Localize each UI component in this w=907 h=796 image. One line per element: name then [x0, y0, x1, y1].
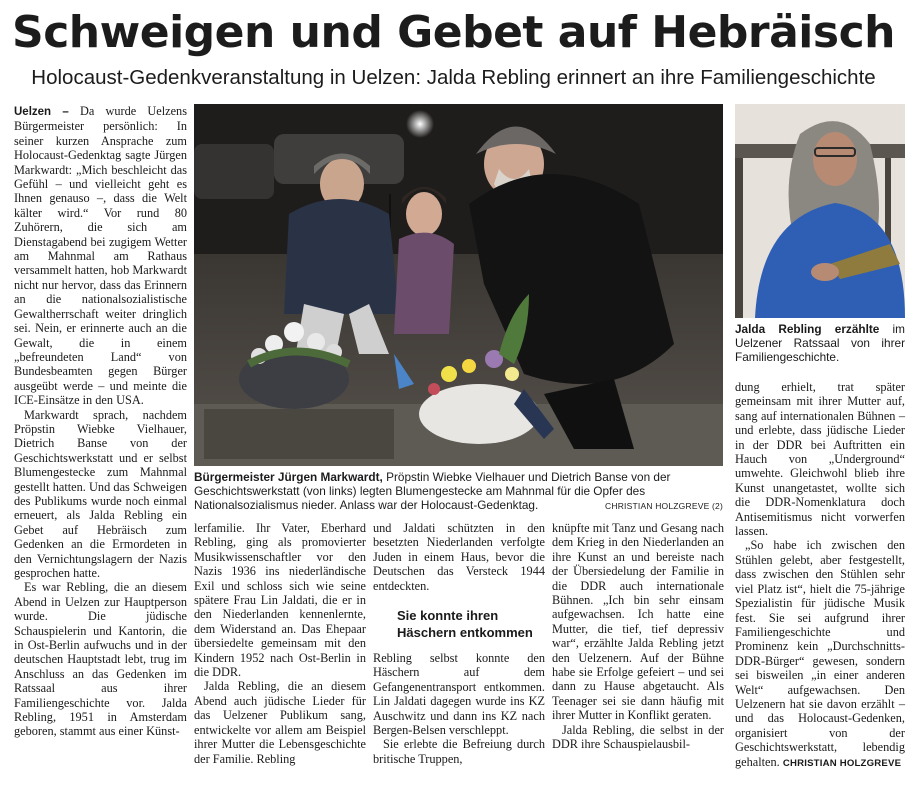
photo-jalda-rebling: [735, 104, 905, 318]
interheadline: Sie konnte ihren Häschern entkommen: [397, 608, 533, 641]
article-column-1: [14, 104, 187, 739]
paragraph: Es war Rebling, die an diesem Abend in Uelzen zur Hauptperson wurde. Die jüdische Schauspielerin und Kantorin, die in Ost-Berlin aufwuchs und in der deutschen Hauptstadt lebt, trug im Anschluss an das Gedenken im Ratssaal aus ihrer Familiengeschichte vor. Jalda Rebling, 1951 in Amsterdam geboren, stammt aus einer Künst-: [14, 580, 187, 739]
paragraph: dung erhielt, trat später gemeinsam mit ihrer Mutter auf, sang auf internationalen Bühnen – und erlebte, dass jüdische Lieder in der DDR bei Auftritten ein Hauch von „Underground“ umwehte. Gleichwohl blieb ihre Kunst unangetastet, wollte sich die DDR-Nomenklatura doch Antisemitismus nicht vorwerfen lassen.: [735, 380, 905, 539]
paragraph: Da wurde Uelzens Bürgermeister persönlich: In seiner kurzen Ansprache zum Holocaust-Gedenktag sagte Jürgen Markwardt: „Mich beschleicht das Gefühl – und vielleicht geht es Ihnen genauso –, dass die Welt kälter wird.“ Vor rund 80 Zuhörern, die sich am Dienstagabend bei zugigem Wetter am Mahnmal am Rathaus versammelt hatten, hob Markwardt nicht nur hervor, dass das Erinnern an die nationalsozialistische Gewaltherrschaft weiter dringlich sei. Nein, er erinnerte auch an die Gewalt, die in einem „befreundeten Land“ von Bundesbeamten gegen Bürger ausgeübt werde – und meinte die ICE-Einsätze in den USA.: [14, 104, 187, 408]
article-column-4: [552, 521, 724, 752]
caption-bold: Bürgermeister Jürgen Markwardt,: [194, 470, 383, 484]
paragraph: Sie erlebte die Befreiung durch britische Truppen,: [373, 737, 545, 766]
photo-wreath-laying: [194, 104, 723, 466]
side-photo-caption: [735, 322, 905, 364]
headline: Schweigen und Gebet auf Hebräisch: [12, 7, 895, 58]
paragraph: Markwardt sprach, nachdem Pröpstin Wiebke Vielhauer, Dietrich Banse von der Geschichtswerkstatt und er selbst Blumengestecke zum Mahnmal gestellt hatten. Und das Schweigen des Publikums wurde noch einmal erneuert, als Jalda Rebling ein Gebet auf Hebräisch zum Gedenken an die Ermordeten in den Vernichtungslagern der Nazis gesprochen hatte.: [14, 407, 187, 580]
paragraph: Rebling selbst konnte den Häschern auf dem Gefangenentransport entkommen. Lin Jaldati dagegen wurde ins KZ Auschwitz und dann ins KZ nach Bergen-Belsen verschleppt.: [373, 651, 545, 738]
article-column-3: [373, 521, 545, 766]
paragraph: Jalda Rebling, die an diesem Abend auch jüdische Lieder für das Uelzener Publikum sang, entwickelte vor allem am Beispiel ihrer Mutter die Lebensgeschichte der Familie. Rebling: [194, 679, 366, 766]
main-photo-caption: [194, 470, 723, 513]
paragraph: Jalda Rebling, die selbst in der DDR ihre Schauspielausbil-: [552, 722, 724, 752]
caption-bold: Jalda Rebling erzählte: [735, 322, 880, 336]
byline: CHRISTIAN HOLZGREVE: [782, 757, 902, 769]
article-column-5: [735, 380, 905, 771]
paragraph: „So habe ich zwischen den Stühlen gelebt, aber festgestellt, dass zwischen den Stühlen sehr viel Platz ist“, hielt die 75-jährige Spezialistin für jüdische Musik fest. Sie sei aufgrund ihrer Familiengeschichte und Prominenz kein „Durchschnitts-DDR-Bürger“ gewesen, sondern sei bisweilen „in einer anderen Welt“ aufgewachsen. Den Uelzenern hat sie davon erzählt – und das Holocaust-Gedenken, organisiert von der Geschichtswerkstatt, lebendig gehalten.: [735, 538, 905, 769]
photo-credit: CHRISTIAN HOLZGREVE (2): [605, 501, 723, 511]
paragraph: und Jaldati schützten in den besetzten Niederlanden verfolgte Juden in einem Haus, bevor die Deutschen das Versteck 1944 entdeckten.: [373, 521, 545, 593]
paragraph: lerfamilie. Ihr Vater, Eberhard Rebling, ging als promovierter Musikwissenschaftler vor den Nazis 1936 ins niederländische Exil und schloss sich wie seine spätere Frau Lin Jaldati, die er in den Niederlanden kennenlernte, dem Widerstand an. Das Ehepaar übersiedelte gemeinsam mit den Kindern 1952 nach Ost-Berlin in die DDR.: [194, 521, 366, 680]
caption-text: Pröpstin Wiebke Vielhauer und Dietrich Banse von der Geschichtswerkstatt (von links) legten Blumengestecke am Mahnmal für die Opfer des Nationalsozialismus nieder. Anlass war der Holocaust-Gedenktag.: [194, 470, 671, 512]
article-column-2: [194, 521, 366, 766]
dateline: Uelzen –: [14, 106, 69, 118]
subheadline: Holocaust-Gedenkveranstaltung in Uelzen: Jalda Rebling erinnert an ihre Familiengeschichte: [31, 66, 876, 89]
paragraph: knüpfte mit Tanz und Gesang nach dem Krieg in den Niederlanden an ihre Kunst an und bereiste nach der Übersiedelung der Familie in die DDR auch internationale Bühnen. „Ich bin sehr einsam aufgewachsen. Ich hatte eine Mutter, die tief, tief depressiv war“, erzählte Jalda Rebling jetzt den Uelzenern. Auf der Bühne habe sie Erfolge gefeiert – und sei dann zu Hause abgetaucht. Als Teenager sei sie dann häufig mit ihrer Mutter in Konflikt geraten.: [552, 521, 724, 723]
caption-text: im Uelzener Ratssaal von ihrer Familiengeschichte.: [735, 322, 906, 364]
